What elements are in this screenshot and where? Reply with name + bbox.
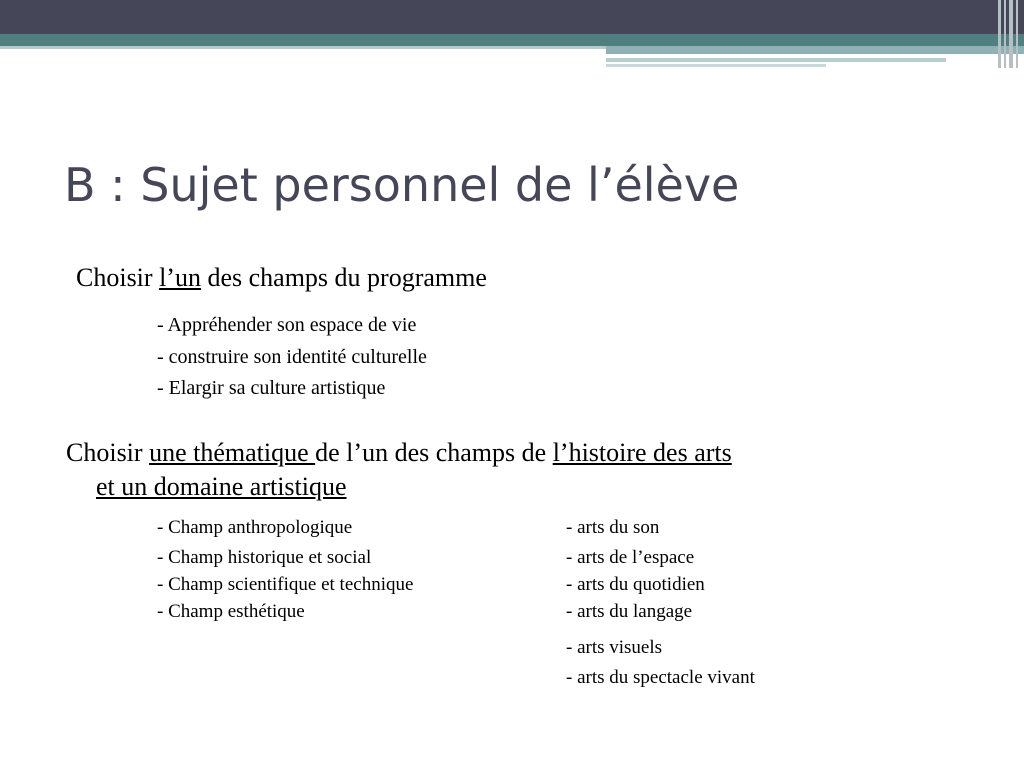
section2-heading	[66, 438, 732, 468]
art-item: - arts du quotidien	[566, 574, 705, 595]
header-rule-thinner	[606, 64, 826, 67]
header-band	[0, 34, 1024, 46]
section2-prefix: Choisir	[66, 438, 150, 467]
section2-underlined-histoire: l’histoire des arts	[552, 438, 732, 467]
section1-item: - Appréhender son espace de vie	[157, 314, 417, 336]
header-rule-accent	[606, 46, 1024, 54]
champ-item: - Champ anthropologique	[157, 517, 353, 538]
section2-underlined-thematique: une thématique	[149, 438, 316, 467]
section1-item: - construire son identité culturelle	[157, 346, 427, 368]
section2-heading-line2	[96, 472, 347, 502]
header-rule-thin	[606, 58, 946, 62]
section1-suffix: des champs du programme	[200, 263, 487, 292]
art-item: - arts du spectacle vivant	[566, 667, 755, 688]
header-rule	[0, 46, 606, 49]
art-item: - arts visuels	[566, 637, 663, 658]
art-item: - arts du langage	[566, 601, 693, 622]
champ-item: - Champ scientifique et technique	[157, 574, 414, 595]
section1-heading	[76, 263, 487, 293]
champ-item: - Champ historique et social	[157, 547, 372, 568]
section2-middle: de l’un des champs de	[315, 438, 553, 467]
section1-prefix: Choisir	[76, 263, 160, 292]
section1-item: - Elargir sa culture artistique	[157, 377, 386, 399]
header-bar	[0, 0, 1024, 34]
section1-underlined: l’un	[159, 263, 201, 292]
art-item: - arts de l’espace	[566, 547, 695, 568]
art-item: - arts du son	[566, 517, 660, 538]
corner-stripes	[996, 0, 1024, 68]
section2-underlined-domaine: et un domaine artistique	[96, 472, 347, 501]
champ-item: - Champ esthétique	[157, 601, 305, 622]
page-title: B : Sujet personnel de l’élève	[64, 158, 740, 212]
